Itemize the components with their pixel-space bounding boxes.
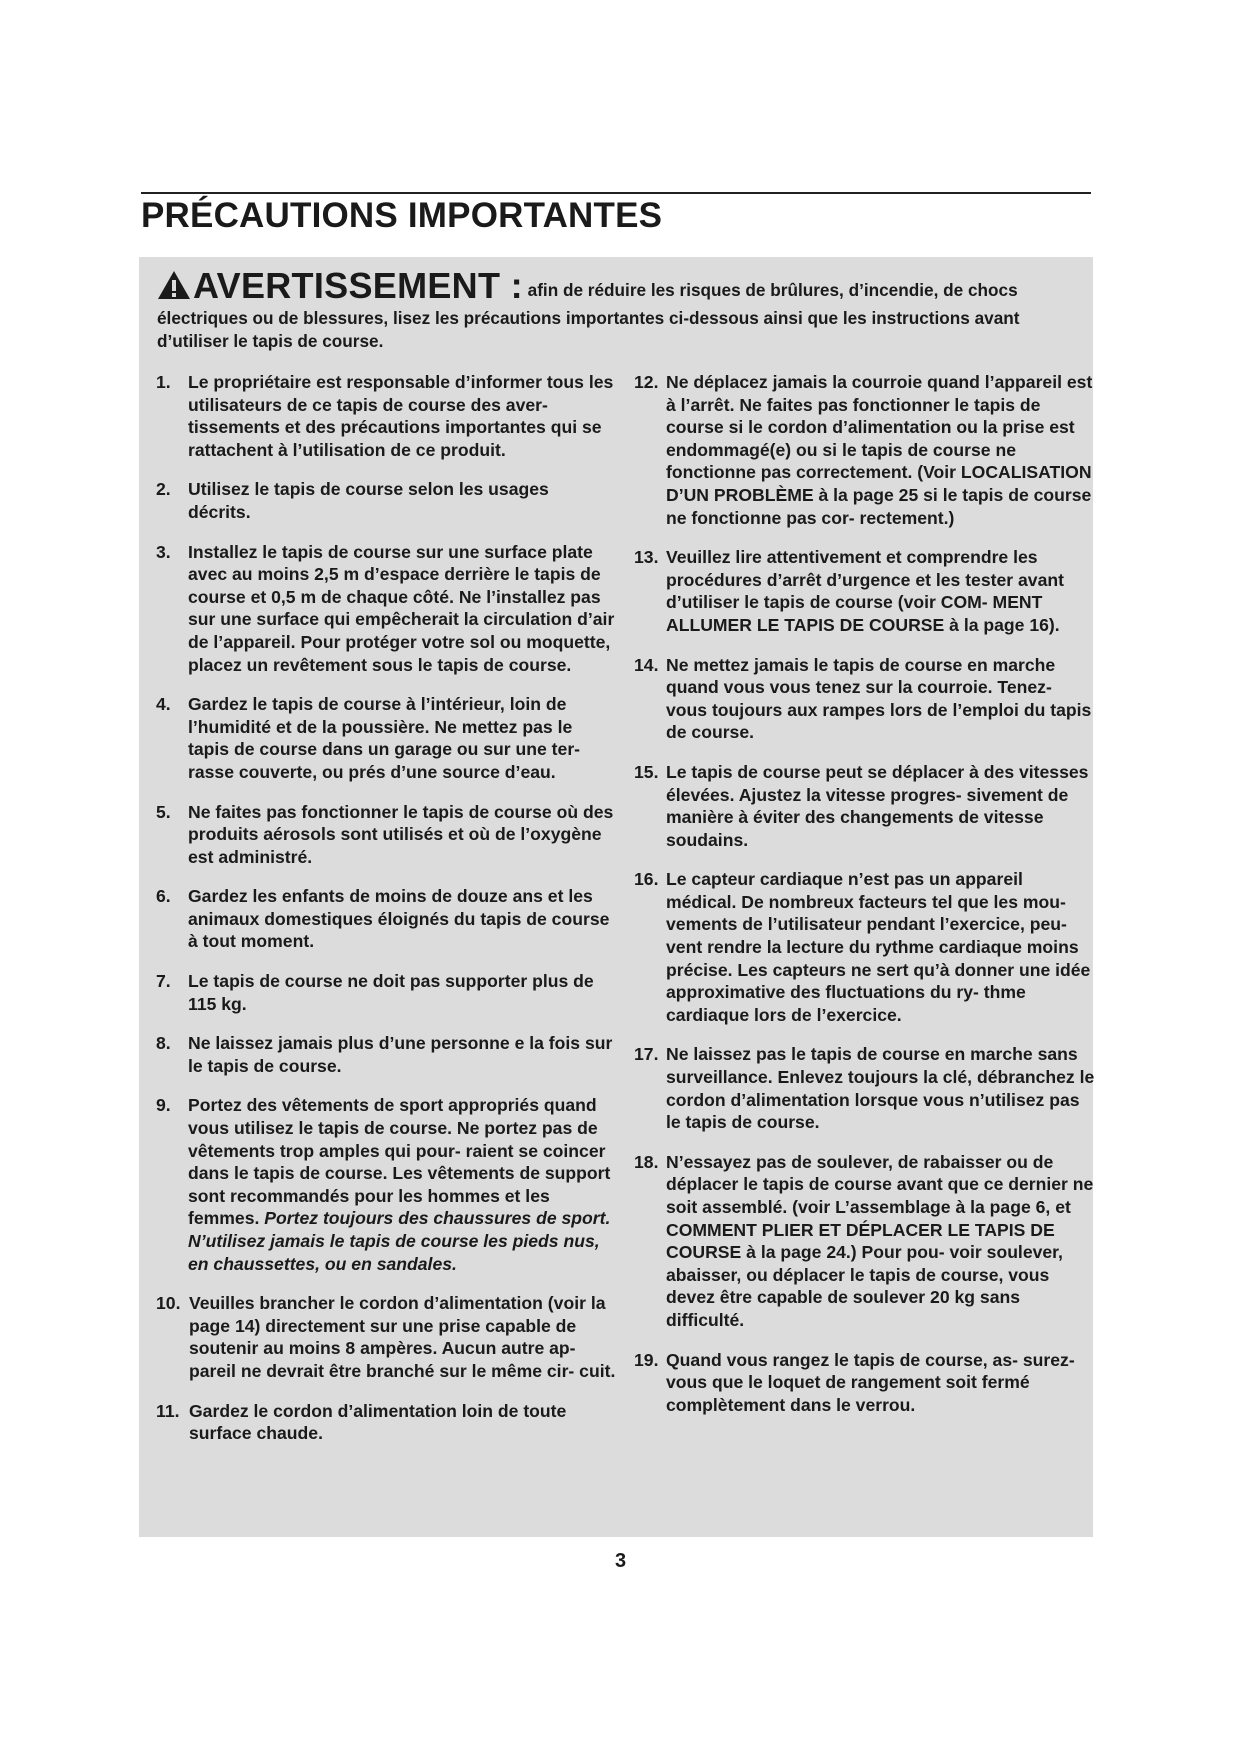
- item-number: 10.: [156, 1293, 181, 1314]
- precaution-item-5: [156, 801, 616, 869]
- item-text: Gardez les enfants de moins de douze ans et les animaux domestiques éloignés du tapis de course à tout moment.: [188, 886, 610, 952]
- item-number: 1.: [156, 372, 171, 392]
- item-number: 15.: [634, 761, 659, 782]
- precaution-item-18: [634, 1151, 1096, 1332]
- precaution-item-9: [156, 1094, 616, 1275]
- precaution-item-19: [634, 1349, 1096, 1417]
- item-text: Gardez le tapis de course à l’intérieur, loin de l’humidité et de la poussière. Ne mettez pas le tapis de course dans un garage ou sur une ter- rasse couverte, ou prés d’une source d’eau.: [188, 694, 581, 782]
- item-text: Ne déplacez jamais la courroie quand l’appareil est à l’arrêt. Ne faites pas fonctionner le tapis de course si le cordon d’alimentation ou la prise est endommagé(e) ou si le tapis de course ne fonctionne pas correctement. (Voir LOCALISATION D’UN PROBLÈME à la page 25 si le tapis de course ne fonctionne pas cor- rectement.): [666, 372, 1093, 528]
- page-number: 3: [614, 1550, 627, 1572]
- item-number: 14.: [634, 654, 659, 675]
- item-number: 6.: [156, 886, 171, 907]
- precaution-item-16: [634, 868, 1096, 1026]
- item-text: Veuilles brancher le cordon d’alimentation (voir la page 14) directement sur une prise capable de soutenir au moins 8 ampères. Aucun autre ap- pareil ne devrait être branché sur le même cir- cuit.: [189, 1293, 616, 1381]
- item-text: Veuillez lire attentivement et comprendre les procédures d’arrêt d’urgence et les tester avant d’utiliser le tapis de course (voir COM- MENT ALLUMER LE TAPIS DE COURSE à la page 16).: [666, 547, 1064, 635]
- item-number: 4.: [156, 694, 171, 715]
- warning-heading: [157, 265, 523, 306]
- item-text: Portez des vêtements de sport appropriés quand vous utilisez le tapis de course. Ne portez pas de vêtements trop amples qui pour- raient se coincer dans le tapis de course. Les vêtements de support sont recommandés pour les hommes et les femmes.: [188, 1095, 611, 1229]
- precaution-item-15: [634, 761, 1096, 851]
- item-text: Le capteur cardiaque n’est pas un appareil médical. De nombreux facteurs tel que les mou- vements de l’utilisateur pendant l’exercice, peu- vent rendre la lecture du rythme cardiaque moins précise. Les capteurs ne sert qu’à donner une idée approximative des fluctuations du ry- thme cardiaque lors de l’exercice.: [666, 869, 1091, 1025]
- item-number: 11.: [156, 1400, 180, 1421]
- item-number: 9.: [156, 1095, 171, 1116]
- item-text: Installez le tapis de course sur une surface plate avec au moins 2,5 m d’espace derrière le tapis de course et 0,5 m de chaque côté. Ne l’installez pas sur une surface qui empêcherait la circulation d’air de l’appareil. Pour protéger votre sol ou moquette, placez un revêtement sous le tapis de course.: [188, 541, 615, 675]
- precaution-item-6: [156, 885, 616, 953]
- precautions-left-column: [156, 371, 616, 1462]
- item-number: 17.: [634, 1044, 659, 1065]
- warning-paragraph: [157, 267, 1057, 352]
- item-number: 2.: [156, 479, 171, 500]
- precaution-item-10: [156, 1292, 616, 1382]
- precaution-item-3: [156, 541, 616, 677]
- item-text: Le propriétaire est responsable d’informer tous les utilisateurs de ce tapis de course des aver- tissements et des précautions importantes qui se rattachent à l’utilisation de ce produit.: [188, 372, 614, 460]
- page-title: PRÉCAUTIONS IMPORTANTES: [141, 196, 663, 235]
- precaution-item-17: [634, 1043, 1096, 1133]
- precaution-item-7: [156, 970, 616, 1015]
- item-text: Gardez le cordon d’alimentation loin de toute surface chaude.: [189, 1400, 567, 1444]
- item-text: Quand vous rangez le tapis de course, as- surez-vous que le loquet de rangement soit fermé complètement dans le verrou.: [666, 1349, 1075, 1415]
- item-text: Ne faites pas fonctionner le tapis de course où des produits aérosols sont utilisés et où de l’oxygène est administré.: [188, 801, 614, 867]
- warning-heading-text: AVERTISSEMENT :: [193, 265, 523, 306]
- precaution-item-11: [156, 1400, 616, 1445]
- top-rule: [141, 192, 1091, 194]
- item-text: Ne mettez jamais le tapis de course en marche quand vous vous tenez sur la courroie. Tenez- vous toujours aux rampes lors de l’emploi du tapis de course.: [666, 654, 1092, 743]
- item-text: Utilisez le tapis de course selon les usages décrits.: [188, 479, 549, 522]
- precaution-item-12: [634, 371, 1096, 529]
- item-text: Le tapis de course peut se déplacer à des vitesses élevées. Ajustez la vitesse progres- sivement de manière à éviter des changements de vitesse soudains.: [666, 761, 1089, 850]
- item-number: 5.: [156, 801, 171, 822]
- item-number: 16.: [634, 869, 659, 890]
- warning-box: [139, 257, 1093, 1537]
- warning-text: afin de réduire les risques de brûlures, d’incendie, de chocs électriques ou de blessures, lisez les précautions importantes ci-dessous ainsi que les instructions avant d’utiliser le tapis de course.: [157, 280, 1020, 351]
- precaution-item-14: [634, 654, 1096, 744]
- precaution-item-1: [156, 371, 616, 461]
- item-number: 12.: [634, 372, 659, 392]
- warning-triangle-icon: [157, 269, 191, 307]
- precaution-item-4: [156, 693, 616, 783]
- item-text: Ne laissez pas le tapis de course en marche sans surveillance. Enlevez toujours la clé, débranchez le cordon d’alimentation lorsque vous n’utilisez pas le tapis de course.: [666, 1044, 1095, 1133]
- item-text: Le tapis de course ne doit pas supporter plus de 115 kg.: [188, 971, 594, 1014]
- item-text: N’essayez pas de soulever, de rabaisser ou de déplacer le tapis de course avant que ce dernier ne soit assemblé. (voir L’assemblage à la page 6, et COMMENT PLIER ET DÉPLACER LE TAPIS DE COURSE à la page 24.) Pour pou- voir soulever, abaisser, ou déplacer le tapis de course, vous devez être capable de soulever 20 kg sans difficulté.: [666, 1151, 1094, 1330]
- item-number: 18.: [634, 1151, 659, 1172]
- precaution-item-13: [634, 546, 1096, 636]
- item-number: 8.: [156, 1033, 171, 1054]
- precaution-item-2: [156, 478, 616, 523]
- item-text: Ne laissez jamais plus d’une personne e la fois sur le tapis de course.: [188, 1033, 613, 1076]
- precautions-right-column: [634, 371, 1096, 1433]
- item-emphasis: Portez toujours des chaussures de sport. N’utilisez jamais le tapis de course les pieds nus, en chaussettes, ou en sandales.: [188, 1208, 611, 1274]
- item-number: 19.: [634, 1349, 659, 1370]
- item-number: 13.: [634, 547, 659, 568]
- precaution-item-8: [156, 1032, 616, 1077]
- item-number: 3.: [156, 541, 171, 562]
- item-number: 7.: [156, 971, 171, 992]
